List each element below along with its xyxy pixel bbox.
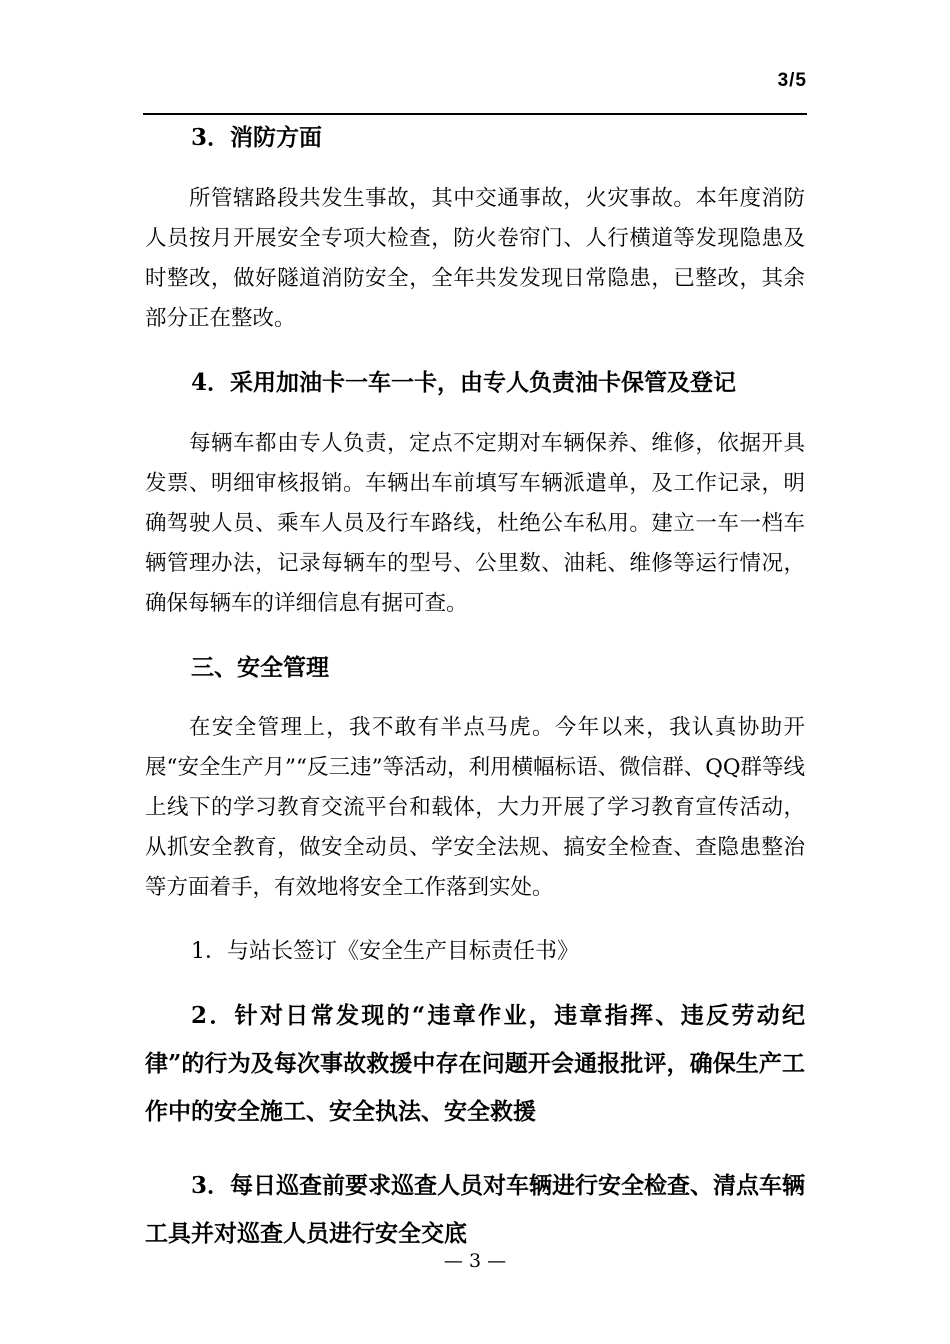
paragraph-fuel-card: 每辆车都由专人负责，定点不定期对车辆保养、维修，依据开具发票、明细审核报销。车辆出车前填写车辆派遣单，及工作记录，明确驾驶人员、乘车人员及行车路线，杜绝公车私用。建立一车一档车辆管理办法，记录每辆车的型号、公里数、油耗、维修等运行情况，确保每辆车的详细信息有据可查。 — [145, 430, 805, 616]
section-heading-fire-safety: 3．消防方面 — [191, 124, 323, 151]
header-rule — [143, 113, 807, 115]
paragraph-safety-management: 在安全管理上，我不敢有半点马虎。今年以来，我认真协助开展“安全生产月”“反三违”等活动，利用横幅标语、微信群、QQ群等线上线下的学习教育交流平台和载体，大力开展了学习教育宣传活动，从抓安全教育，做安全动员、学安全法规、搞安全检查、查隐患整治等方面着手，有效地将安全工作落到实处。 — [145, 715, 805, 901]
paragraph-fire-safety: 所管辖路段共发生事故，其中交通事故，火灾事故。本年度消防人员按月开展安全专项大检查，防火卷帘门、人行横道等发现隐患及时整改，做好隧道消防安全，全年共发发现日常隐患，已整改，其余部分正在整改。 — [145, 185, 805, 331]
item-2-violations: 2．针对日常发现的“违章作业，违章指挥、违反劳动纪律”的行为及每次事故救援中存在问题开会通报批评，确保生产工作中的安全施工、安全执法、安全救援 — [145, 1001, 805, 1125]
item-3-patrol-check: 3．每日巡查前要求巡查人员对车辆进行安全检查、清点车辆工具并对巡查人员进行安全交底 — [145, 1171, 806, 1247]
section-heading-fuel-card: 4．采用加油卡一车一卡，由专人负责油卡保管及登记 — [191, 368, 737, 396]
page-number-footer: — 3 — — [443, 1250, 507, 1272]
page-counter: 3/5 — [777, 70, 807, 91]
item-1-responsibility: 1．与站长签订《安全生产目标责任书》 — [191, 939, 579, 965]
document-body — [145, 118, 805, 1258]
section-heading-safety-management: 三、安全管理 — [191, 653, 329, 681]
